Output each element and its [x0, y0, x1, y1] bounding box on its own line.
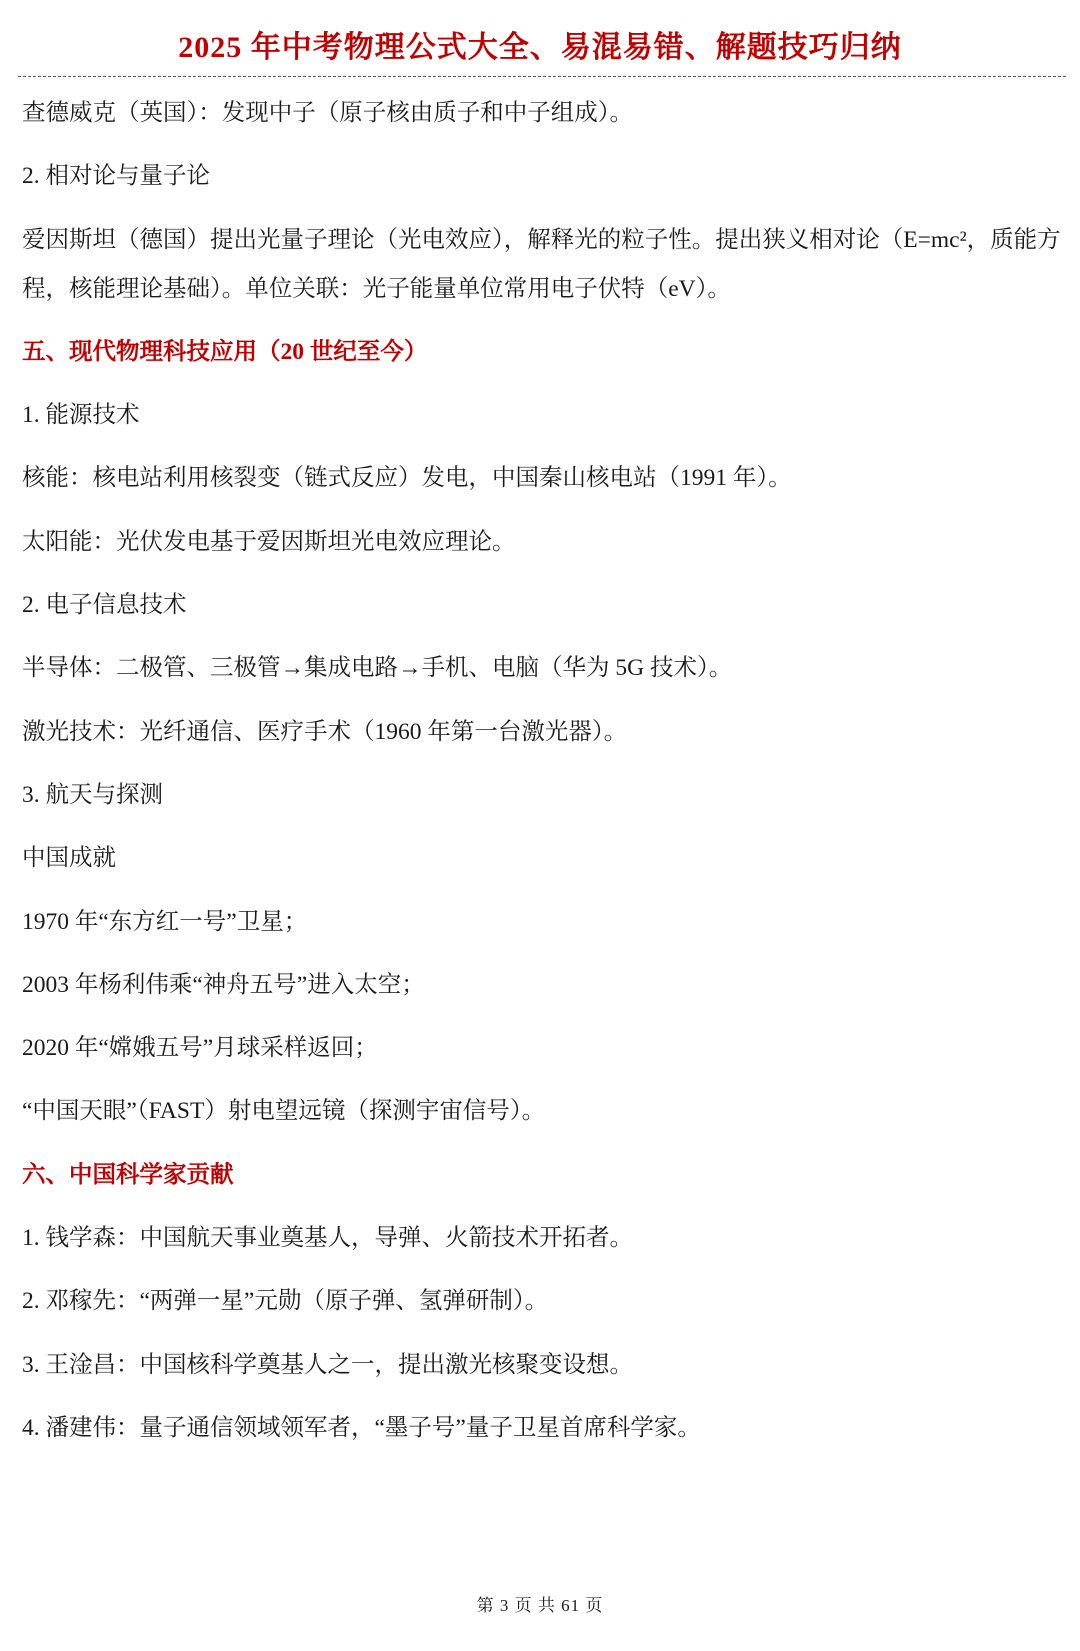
list-item: 3. 王淦昌：中国核科学奠基人之一，提出激光核聚变设想。 [22, 1351, 633, 1378]
page-number: 第 3 页 共 61 页 [476, 1596, 604, 1615]
subsection-heading: 1. 能源技术 [22, 402, 140, 429]
header-divider [18, 76, 1066, 77]
list-item: 4. 潘建伟：量子通信领域领军者，“墨子号”量子卫星首席科学家。 [22, 1414, 701, 1441]
paragraph: 激光技术：光纤通信、医疗手术（1960 年第一台激光器）。 [22, 718, 628, 745]
page-header-title: 2025 年中考物理公式大全、易混易错、解题技巧归纳 [178, 31, 902, 64]
list-item: “中国天眼”（FAST）射电望远镜（探测宇宙信号）。 [22, 1098, 546, 1125]
list-item: 1. 钱学森：中国航天事业奠基人，导弹、火箭技术开拓者。 [22, 1225, 633, 1252]
subsection-heading: 3. 航天与探测 [22, 781, 163, 808]
paragraph: 爱因斯坦（德国）提出光量子理论（光电效应），解释光的粒子性。提出狭义相对论（E=mc²，质能方程，核能理论基础）。单位关联：光子能量单位常用电子伏特（eV）。 [22, 226, 1061, 302]
list-item: 2020 年“嫦娥五号”月球采样返回； [22, 1035, 378, 1062]
section-heading: 六、中国科学家贡献 [22, 1161, 234, 1188]
document-body [22, 89, 1062, 1467]
paragraph: 中国成就 [22, 845, 116, 872]
list-item: 2003 年杨利伟乘“神舟五号”进入太空； [22, 971, 425, 998]
subsection-heading: 2. 相对论与量子论 [22, 163, 210, 190]
paragraph: 半导体：二极管、三极管→集成电路→手机、电脑（华为 5G 技术）。 [22, 655, 733, 682]
paragraph: 核能：核电站利用核裂变（链式反应）发电，中国秦山核电站（1991 年）。 [22, 465, 792, 492]
list-item: 1970 年“东方红一号”卫星； [22, 908, 308, 935]
subsection-heading: 2. 电子信息技术 [22, 592, 187, 619]
section-heading: 五、现代物理科技应用（20 世纪至今） [22, 338, 428, 365]
paragraph: 太阳能：光伏发电基于爱因斯坦光电效应理论。 [22, 528, 516, 555]
list-item: 2. 邓稼先：“两弹一星”元勋（原子弹、氢弹研制）。 [22, 1288, 549, 1315]
paragraph: 查德威克（英国）：发现中子（原子核由质子和中子组成）。 [22, 100, 633, 126]
